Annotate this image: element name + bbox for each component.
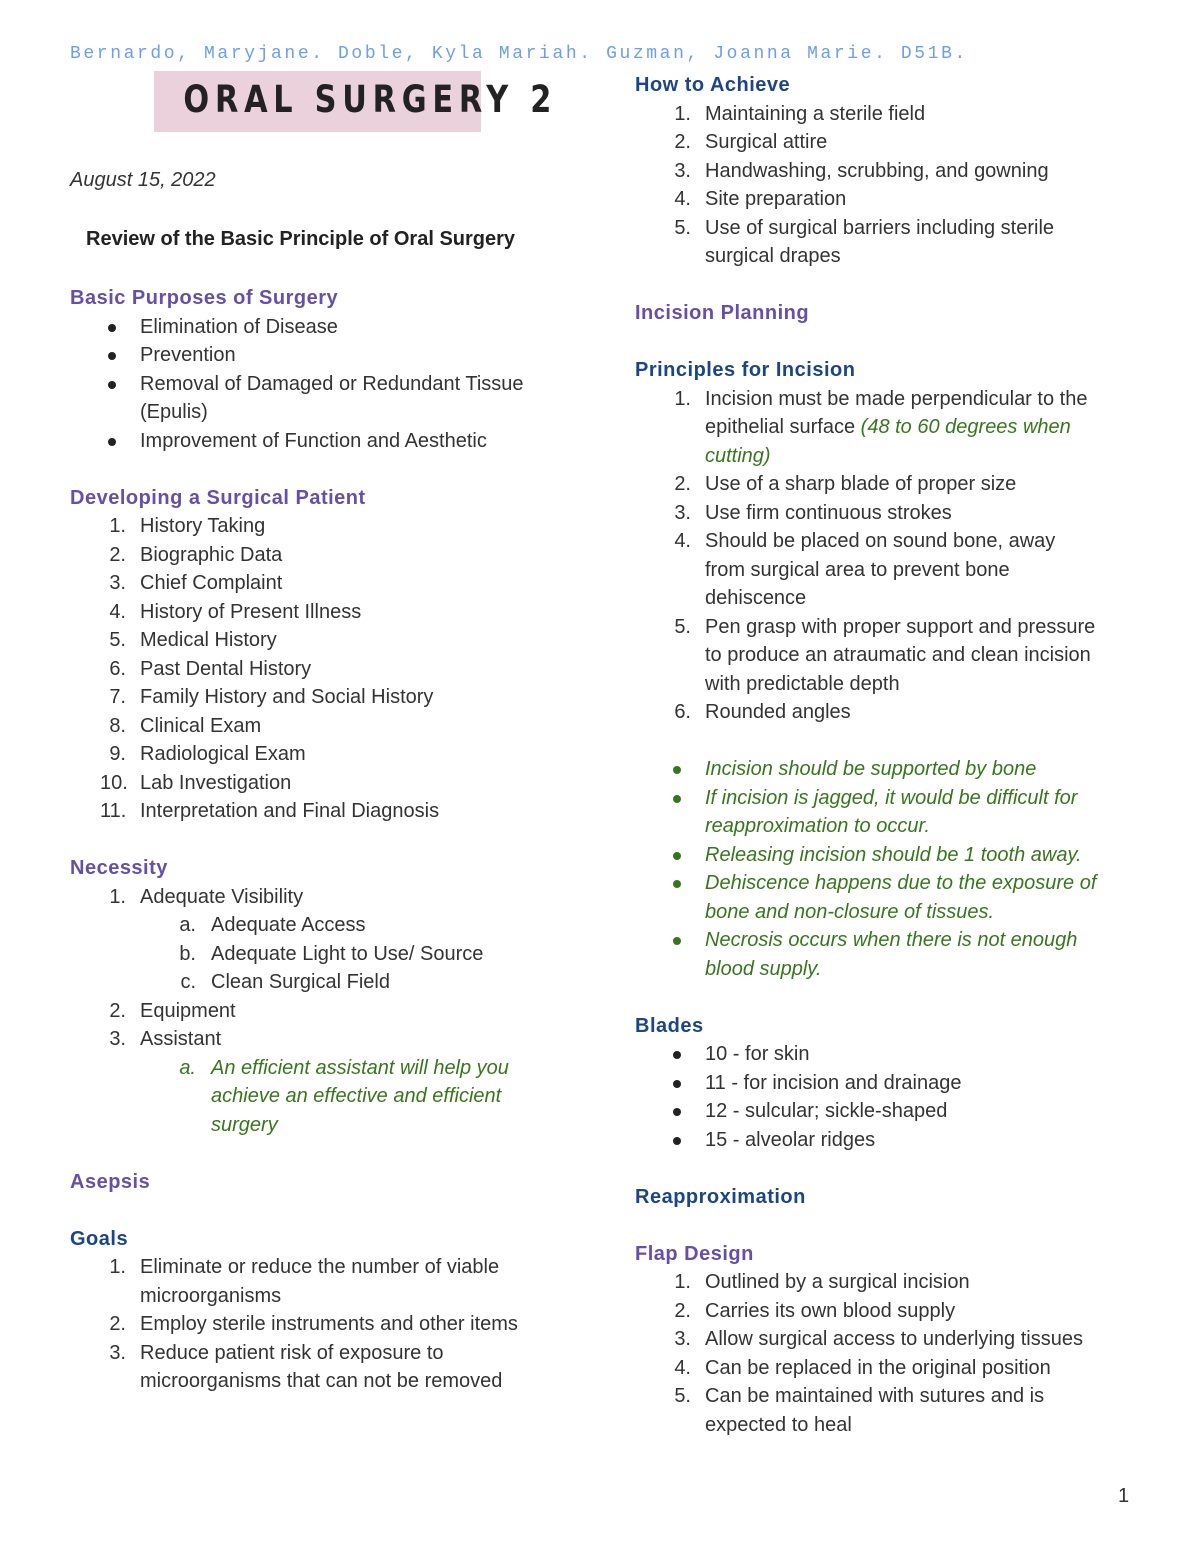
list-item: 10. Lab Investigation (100, 771, 292, 794)
list-item: 1. History Taking (109, 515, 266, 537)
list-item: 4. Should be placed on sound bone, away (674, 530, 1056, 552)
bullet-icon (673, 937, 681, 945)
page-number: 1 (1118, 1485, 1130, 1507)
heading-flap-design: Flap Design (635, 1242, 754, 1265)
list-item: 8. Clinical Exam (109, 714, 262, 737)
heading-goals: Goals (70, 1227, 129, 1250)
list-item-continuation: to produce an atraumatic and clean incision (705, 644, 1091, 666)
heading-principles-for-incision: Principles for Incision (635, 359, 856, 381)
heading-incision-planning: Incision Planning (635, 302, 810, 324)
list-item: 1. Incision must be made perpendicular to the (674, 387, 1088, 410)
note-item-continuation: bone and non-closure of tissues. (705, 900, 995, 923)
list-item-continuation: cutting) (705, 444, 771, 467)
page-title: ORAL SURGERY 2 (183, 78, 558, 121)
assistant-note-continuation: achieve an effective and efficient (211, 1085, 502, 1107)
developing-patient-list (70, 512, 570, 826)
list-item: 3. Handwashing, scrubbing, and gowning (674, 159, 1049, 182)
how-to-achieve-list (635, 100, 1155, 271)
list-item: 5. Can be maintained with sutures and is (674, 1385, 1045, 1407)
list-item-continuation: with predictable depth (705, 672, 900, 695)
bullet-icon (108, 381, 116, 389)
heading-how-to-achieve: How to Achieve (635, 74, 791, 96)
necessity-list (70, 883, 570, 1140)
list-item-continuation: microorganisms that can not be removed (140, 1370, 503, 1392)
heading-blades: Blades (635, 1014, 704, 1037)
heading-necessity: Necessity (70, 857, 168, 879)
list-item-continuation: dehiscence (705, 587, 807, 609)
blades-list (635, 1040, 1155, 1154)
list-item: 3. Chief Complaint (109, 572, 283, 594)
list-item: 2. Carries its own blood supply (674, 1299, 956, 1322)
basic-purposes-list (70, 313, 570, 456)
list-item: 1. Eliminate or reduce the number of viable (109, 1256, 500, 1278)
bullet-icon (108, 438, 116, 446)
list-item: 3. Assistant (109, 1028, 222, 1050)
list-item-continuation: epithelial surface (48 to 60 degrees when (705, 416, 1071, 438)
list-item: 3. Allow surgical access to underlying tissues (674, 1328, 1083, 1350)
note-item-continuation: reapproximation to occur. (705, 815, 930, 837)
list-item-continuation: expected to heal (705, 1413, 852, 1436)
list-item: 3. Use firm continuous strokes (674, 501, 952, 524)
right-column (635, 71, 1155, 1439)
note-item-continuation: blood supply. (705, 957, 822, 980)
list-item: 5. Medical History (109, 629, 277, 651)
note-item: Necrosis occurs when there is not enough (635, 926, 1155, 955)
date-line: August 15, 2022 (70, 169, 216, 191)
list-item: 7. Family History and Social History (109, 686, 434, 708)
assistant-note: a. An efficient assistant will help you (179, 1056, 509, 1079)
heading-developing-patient: Developing a Surgical Patient (70, 486, 366, 509)
list-item: 11. Interpretation and Final Diagnosis (100, 800, 440, 822)
list-item: 1. Outlined by a surgical incision (674, 1271, 970, 1293)
heading-reapproximation: Reapproximation (635, 1185, 806, 1208)
list-item: 5. Use of surgical barriers including sterile (674, 216, 1055, 239)
list-item: 10 - for skin (635, 1040, 1155, 1069)
list-item: 2. Biographic Data (109, 543, 283, 566)
left-column (70, 284, 570, 1396)
principles-list (635, 385, 1155, 727)
list-item: Removal of Damaged or Redundant Tissue (70, 370, 570, 399)
bullet-icon (673, 852, 681, 860)
list-item: 4. Can be replaced in the original position (674, 1356, 1051, 1379)
bullet-icon (673, 1080, 681, 1088)
bullet-icon (108, 324, 116, 332)
list-item: 1. Adequate Visibility (109, 885, 304, 908)
list-item: 3. Reduce patient risk of exposure to (109, 1341, 444, 1364)
list-item: 6. Rounded angles (674, 701, 851, 723)
heading-basic-purposes: Basic Purposes of Surgery (70, 287, 339, 309)
list-item: 2. Surgical attire (674, 131, 828, 153)
document-subtitle: Review of the Basic Principle of Oral Surgery (86, 228, 516, 250)
list-item: 15 - alveolar ridges (635, 1126, 1155, 1155)
bullet-icon (673, 1137, 681, 1145)
bullet-icon (108, 352, 116, 360)
list-item: 2. Use of a sharp blade of proper size (674, 473, 1017, 495)
list-item: Prevention (70, 341, 570, 370)
heading-asepsis: Asepsis (70, 1170, 151, 1193)
bullet-icon (673, 795, 681, 803)
list-item-continuation: surgical drapes (705, 245, 841, 267)
list-subitem: b. Adequate Light to Use/ Source (179, 942, 484, 965)
goals-list (70, 1253, 570, 1396)
bullet-icon (673, 766, 681, 774)
list-item: 4. Site preparation (674, 188, 847, 210)
list-item: Elimination of Disease (70, 313, 570, 342)
list-item: 1. Maintaining a sterile field (674, 102, 926, 125)
list-item: 9. Radiological Exam (109, 743, 306, 765)
note-item: Dehiscence happens due to the exposure of (635, 869, 1155, 898)
list-item: 5. Pen grasp with proper support and pressure (674, 615, 1096, 638)
list-item: 11 - for incision and drainage (635, 1069, 1155, 1098)
list-item-continuation: (Epulis) (140, 401, 208, 423)
list-item-continuation: microorganisms (140, 1284, 282, 1307)
list-item: 2. Employ sterile instruments and other items (109, 1313, 518, 1335)
flap-design-list (635, 1268, 1155, 1439)
list-item: 12 - sulcular; sickle-shaped (635, 1097, 1155, 1126)
list-subitem: a. Adequate Access (179, 914, 366, 936)
note-item: If incision is jagged, it would be difficult for (635, 784, 1155, 813)
list-subitem: c. Clean Surgical Field (180, 971, 390, 993)
list-item: 4. History of Present Illness (109, 600, 362, 623)
incision-notes-list (635, 755, 1155, 983)
bullet-icon (673, 1051, 681, 1059)
note-item: Incision should be supported by bone (635, 755, 1155, 784)
author-header: Bernardo, Maryjane. Doble, Kyla Mariah. Guzman, Joanna Marie. D51B. (70, 44, 968, 64)
list-item-continuation: from surgical area to prevent bone (705, 558, 1010, 581)
list-item: 2. Equipment (109, 999, 236, 1022)
assistant-note-continuation: surgery (211, 1113, 278, 1136)
note-item: Releasing incision should be 1 tooth away. (635, 841, 1155, 870)
list-item: Improvement of Function and Aesthetic (70, 427, 570, 456)
list-item: 6. Past Dental History (109, 657, 312, 680)
bullet-icon (673, 880, 681, 888)
bullet-icon (673, 1108, 681, 1116)
